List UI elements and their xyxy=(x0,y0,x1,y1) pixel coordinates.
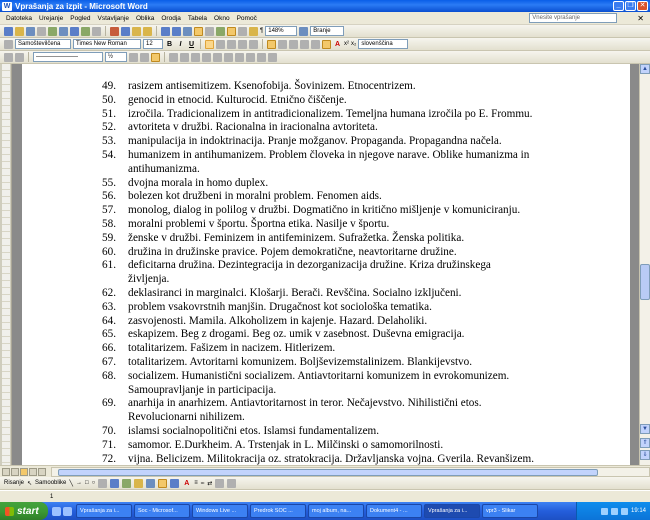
taskbar-button[interactable]: vpr3 - Slikar xyxy=(482,504,538,518)
reading-layout-icon[interactable] xyxy=(38,468,46,476)
taskbar-tasks xyxy=(76,504,576,518)
borders-icon[interactable] xyxy=(311,40,320,49)
list-number: 58. xyxy=(102,217,116,230)
tables-borders-toolbar xyxy=(0,51,650,64)
horizontal-scrollbar[interactable] xyxy=(51,467,650,477)
document-map-icon[interactable] xyxy=(249,27,258,36)
line-color-icon[interactable] xyxy=(170,479,179,488)
line-text[interactable]: deficitarna družina. Dezintegracija in dezorganizacija družine. Kriza družinskega xyxy=(128,259,491,272)
undo-icon[interactable] xyxy=(161,27,170,36)
line-text[interactable]: anarhija in anarhizem. Antiavtoritarnost in teror. Nečajevstvo. Nihilistični etos. xyxy=(128,397,482,410)
line-text[interactable]: vijna. Belicizem. Militokracija oz. stratokracija. Državljanska vojna. Gverila. Revanšizem. xyxy=(128,452,535,465)
list-number: 59. xyxy=(102,231,116,244)
next-page-icon[interactable]: ⇓ xyxy=(640,450,650,460)
menu-item[interactable]: Okno xyxy=(214,14,230,22)
tray-volume-icon[interactable] xyxy=(611,508,618,515)
list-number: 57. xyxy=(102,204,116,217)
toolbar-separator xyxy=(200,39,201,49)
document-line[interactable] xyxy=(102,177,602,191)
scroll-thumb[interactable] xyxy=(640,264,650,300)
taskbar xyxy=(0,502,650,520)
line-style-icon[interactable]: ≡ xyxy=(194,480,198,486)
dash-style-icon[interactable]: ┅ xyxy=(200,480,205,487)
cut-icon[interactable] xyxy=(110,27,119,36)
taskbar-button[interactable]: Windows Live ... xyxy=(192,504,248,518)
taskbar-button[interactable]: moj album, na... xyxy=(308,504,364,518)
previous-page-icon[interactable]: ⇑ xyxy=(640,438,650,448)
bullets-icon[interactable] xyxy=(278,40,287,49)
document-line[interactable] xyxy=(102,246,602,260)
format-painter-icon[interactable] xyxy=(143,27,152,36)
line-icon[interactable]: ╲ xyxy=(69,480,74,487)
arrow-style-icon[interactable]: ⇄ xyxy=(207,480,213,487)
restore-button[interactable]: ❐ xyxy=(625,1,636,11)
new-document-icon[interactable] xyxy=(4,27,13,36)
line-text[interactable]: islamsi socialnopolitični etos. Islamsi fundamentalizem. xyxy=(128,424,380,437)
bold-button[interactable]: B xyxy=(166,40,173,48)
permission-icon[interactable] xyxy=(37,27,46,36)
web-layout-icon[interactable] xyxy=(11,468,19,476)
tray-security-icon[interactable] xyxy=(621,508,628,515)
justify-icon[interactable] xyxy=(238,40,247,49)
language-select[interactable]: slovenščina xyxy=(358,39,408,49)
start-label: start xyxy=(17,505,39,517)
close-document-icon[interactable]: ✕ xyxy=(637,13,644,23)
document-line[interactable] xyxy=(102,108,602,122)
line-text[interactable]: rasizem antisemitizem. Ksenofobija. Šovinizem. Etnocentrizem. xyxy=(128,80,416,92)
line-text[interactable]: samomor. E.Durkheim. A. Trstenjak in L. Milčinski o samomorilnosti. xyxy=(128,438,444,451)
line-text[interactable]: življenja. xyxy=(128,273,170,286)
list-number: 69. xyxy=(102,397,116,410)
document-line[interactable] xyxy=(102,94,602,108)
research-icon[interactable] xyxy=(92,27,101,36)
toolbar-separator xyxy=(262,39,263,49)
copy-icon[interactable] xyxy=(121,27,130,36)
fill-color-icon[interactable] xyxy=(158,479,167,488)
document-text[interactable] xyxy=(102,80,602,465)
redo-icon[interactable] xyxy=(172,27,181,36)
decrease-indent-icon[interactable] xyxy=(289,40,298,49)
taskbar-button[interactable]: Vprašanja za i... xyxy=(424,504,480,518)
line-text[interactable]: dvojna morala in homo duplex. xyxy=(128,176,269,189)
document-line[interactable] xyxy=(102,384,602,398)
title-bar xyxy=(0,0,650,12)
list-number: 70. xyxy=(102,424,116,437)
document-line[interactable] xyxy=(102,163,602,177)
line-text[interactable]: izročila. Tradicionalizem in antitradicionalizem. Temeljna humana izročila po E. Frommu. xyxy=(128,107,533,120)
list-number: 71. xyxy=(102,438,116,451)
line-text[interactable]: moralni problemi v športu. Športna etika. Nasilje v športu. xyxy=(128,217,390,230)
line-text[interactable]: totalitarizem. Fašizem in nacizem. Hitlerizem. xyxy=(128,342,336,355)
tray-network-icon[interactable] xyxy=(601,508,608,515)
document-line[interactable] xyxy=(102,135,602,149)
menu-item[interactable]: Pomoč xyxy=(236,14,257,22)
taskbar-button[interactable]: Dokument4 - ... xyxy=(366,504,422,518)
diagram-icon[interactable] xyxy=(122,479,131,488)
draw-menu-button[interactable]: Risanje xyxy=(4,480,25,486)
autoshapes-button[interactable]: Samooblike xyxy=(35,480,67,486)
document-line[interactable] xyxy=(102,80,602,94)
document-page[interactable] xyxy=(22,64,630,465)
insert-table-icon[interactable] xyxy=(169,53,178,62)
menu-item[interactable]: Pogled xyxy=(70,14,91,22)
line-text[interactable]: ženske v družbi. Feminizem in antifeminizem. Sufražetka. Ženska politika. xyxy=(128,231,465,244)
list-number: 56. xyxy=(102,190,116,203)
font-select[interactable]: Times New Roman xyxy=(73,39,141,49)
document-line[interactable] xyxy=(102,453,602,465)
style-select[interactable]: Samoštevilčena xyxy=(15,39,71,49)
line-spacing-icon[interactable] xyxy=(249,40,258,49)
align-right-icon[interactable] xyxy=(227,40,236,49)
view-bar xyxy=(0,465,650,477)
print-icon[interactable] xyxy=(59,27,68,36)
line-text[interactable]: zasvojenosti. Mamila. Alkoholizem in kajenje. Hazard. Delaholiki. xyxy=(128,314,428,327)
document-line[interactable] xyxy=(102,397,602,411)
window-title: Vprašanja za izpit - Microsoft Word xyxy=(15,1,148,11)
spelling-icon[interactable] xyxy=(81,27,90,36)
scroll-up-icon[interactable]: ▲ xyxy=(640,64,650,74)
styles-pane-icon[interactable] xyxy=(4,40,13,49)
read-button[interactable]: Branje xyxy=(310,26,344,36)
list-number: 62. xyxy=(102,286,116,299)
line-style-select[interactable]: ——————— xyxy=(33,52,103,62)
toolbar-separator xyxy=(105,26,106,36)
underline-button[interactable]: U xyxy=(188,40,195,48)
line-text[interactable]: problem vsakovrstnih manjšin. Drugačnost kot sociološka tematika. xyxy=(128,300,432,313)
document-line[interactable] xyxy=(102,425,602,439)
document-line[interactable] xyxy=(102,301,602,315)
window-controls xyxy=(613,1,648,11)
font-color-draw-icon[interactable]: A xyxy=(184,479,190,487)
document-line[interactable] xyxy=(102,411,602,425)
save-icon[interactable] xyxy=(26,27,35,36)
word-app-icon[interactable]: W xyxy=(3,2,11,10)
wordart-icon[interactable] xyxy=(110,479,119,488)
document-line[interactable] xyxy=(102,356,602,370)
outline-view-icon[interactable] xyxy=(29,468,37,476)
subscript-icon[interactable]: x₂ xyxy=(351,41,357,47)
drawing-icon[interactable] xyxy=(238,27,247,36)
text-box-icon[interactable] xyxy=(98,479,107,488)
print-preview-icon[interactable] xyxy=(70,27,79,36)
rectangle-icon[interactable]: □ xyxy=(85,480,89,486)
document-line[interactable] xyxy=(102,370,602,384)
toolbar-separator xyxy=(28,52,29,62)
document-line[interactable] xyxy=(102,121,602,135)
cell-alignment-icon[interactable] xyxy=(202,53,211,62)
horizontal-scroll-thumb[interactable] xyxy=(58,469,598,476)
list-number: 52. xyxy=(102,121,116,134)
document-area xyxy=(12,64,639,465)
autoformat-icon[interactable] xyxy=(235,53,244,62)
line-weight-select[interactable]: ½ xyxy=(105,52,127,62)
line-text[interactable]: antihumanizma. xyxy=(128,162,200,175)
document-line[interactable] xyxy=(102,342,602,356)
toolbar-separator xyxy=(156,26,157,36)
insert-table-icon[interactable] xyxy=(205,27,214,36)
sort-descending-icon[interactable] xyxy=(257,53,266,62)
arrow-icon[interactable]: → xyxy=(76,480,83,486)
document-line[interactable] xyxy=(102,232,602,246)
line-text[interactable]: humanizem in antihumanizem. Problem človeka in njegove narave. Oblike humanizma in xyxy=(128,148,530,161)
clip-art-icon[interactable] xyxy=(134,479,143,488)
document-line[interactable] xyxy=(102,259,602,273)
taskbar-button[interactable]: Predrok SOC ... xyxy=(250,504,306,518)
formatting-toolbar xyxy=(0,38,650,51)
align-left-icon[interactable] xyxy=(205,40,214,49)
quick-launch xyxy=(52,507,72,516)
list-number: 54. xyxy=(102,148,116,161)
menu-bar xyxy=(0,12,650,25)
standard-toolbar xyxy=(0,25,650,38)
list-number: 61. xyxy=(102,259,116,272)
help-search-input[interactable]: Vnesite vprašanje xyxy=(529,13,617,23)
line-text[interactable]: socializem. Humanistični socializem. Antiavtoritarni komunizem in evrokomunizem. xyxy=(128,369,510,382)
font-color-icon[interactable]: A xyxy=(334,40,341,48)
list-number: 55. xyxy=(102,176,116,189)
document-line[interactable] xyxy=(102,315,602,329)
insert-excel-icon[interactable] xyxy=(216,27,225,36)
document-line[interactable] xyxy=(102,273,602,287)
list-number: 63. xyxy=(102,300,116,313)
font-size-select[interactable]: 12 xyxy=(143,39,163,49)
status-page: 1 xyxy=(50,493,54,500)
normal-view-icon[interactable] xyxy=(2,468,10,476)
zoom-select[interactable]: 148% xyxy=(265,26,297,36)
taskbar-button[interactable]: Soc - Microsof... xyxy=(134,504,190,518)
minimize-button[interactable]: _ xyxy=(613,1,624,11)
scroll-down-icon[interactable]: ▼ xyxy=(640,424,650,434)
insert-picture-icon[interactable] xyxy=(146,479,155,488)
document-line[interactable] xyxy=(102,439,602,453)
document-line[interactable] xyxy=(102,218,602,232)
merge-cells-icon[interactable] xyxy=(180,53,189,62)
start-button[interactable] xyxy=(0,502,48,520)
select-objects-icon[interactable]: ↖ xyxy=(27,480,33,487)
list-number: 72. xyxy=(102,452,116,465)
taskbar-button[interactable]: Vprašanja za i... xyxy=(76,504,132,518)
vertical-ruler xyxy=(0,64,12,465)
browser-icon[interactable] xyxy=(63,507,72,516)
highlight-icon[interactable] xyxy=(322,40,331,49)
list-number: 49. xyxy=(102,80,116,92)
draw-table-icon[interactable] xyxy=(4,53,13,62)
close-button[interactable]: ✕ xyxy=(637,1,648,11)
document-line[interactable] xyxy=(102,149,602,163)
list-number: 50. xyxy=(102,93,116,106)
line-text[interactable]: Revolucionarni nihilizem. xyxy=(128,411,245,424)
line-text[interactable]: genocid in etnocid. Kulturocid. Etnično čiščenje. xyxy=(128,93,347,106)
hyperlink-icon[interactable] xyxy=(183,27,192,36)
line-text[interactable]: deklasiranci in marginalci. Klošarji. Berači. Revščina. Socialno izključeni. xyxy=(128,286,462,299)
list-number: 66. xyxy=(102,342,116,355)
align-center-icon[interactable] xyxy=(216,40,225,49)
menu-item[interactable]: Urejanje xyxy=(39,14,64,22)
document-line[interactable] xyxy=(102,287,602,301)
eraser-icon[interactable] xyxy=(15,53,24,62)
menu-item[interactable]: Tabela xyxy=(187,14,208,22)
sort-ascending-icon[interactable] xyxy=(246,53,255,62)
line-text[interactable]: monolog, dialog in polilog v družbi. Dogmatično in kritično mišljenje v komuniciranju. xyxy=(128,204,521,217)
list-number: 67. xyxy=(102,355,116,368)
windows-logo-icon xyxy=(5,507,14,516)
line-text[interactable]: avtoriteta v družbi. Racionalna in iracionalna avtoriteta. xyxy=(128,121,378,134)
distribute-columns-icon[interactable] xyxy=(224,53,233,62)
document-line[interactable] xyxy=(102,190,602,204)
columns-icon[interactable] xyxy=(227,27,236,36)
drawing-toolbar xyxy=(0,477,650,490)
line-text[interactable]: bolezen kot družbeni in moralni problem. Fenomen aids. xyxy=(128,190,382,203)
line-text[interactable]: eskapizem. Beg z drogami. Beg oz. umik v zasebnost. Duševna emigracija. xyxy=(128,328,465,341)
superscript-icon[interactable]: x² xyxy=(344,41,349,47)
split-cells-icon[interactable] xyxy=(191,53,200,62)
outside-border-icon[interactable] xyxy=(140,53,149,62)
show-hide-icon[interactable]: ¶ xyxy=(260,28,264,34)
clock: 19:14 xyxy=(630,508,646,514)
system-tray xyxy=(576,502,650,520)
line-text[interactable]: totalitarizem. Avtoritarni komunizem. Boljševizemstalinizem. Blankijevstvo. xyxy=(128,355,473,368)
numbering-icon[interactable] xyxy=(267,40,276,49)
show-desktop-icon[interactable] xyxy=(52,507,61,516)
list-number: 53. xyxy=(102,135,116,148)
document-line[interactable] xyxy=(102,328,602,342)
line-text[interactable]: družina in družinske pravice. Pojem demokratične, neavtoritarne družine. xyxy=(128,245,457,258)
menu-item[interactable]: Oblika xyxy=(135,14,155,22)
status-bar xyxy=(0,490,650,502)
menu-item[interactable]: Vstavljanje xyxy=(97,14,129,22)
list-number: 60. xyxy=(102,245,116,258)
line-text[interactable]: Samoupravljanje in participacija. xyxy=(128,383,277,396)
toolbar-separator xyxy=(164,52,165,62)
vertical-scrollbar[interactable] xyxy=(639,64,650,465)
tables-borders-icon[interactable] xyxy=(194,27,203,36)
menu-item[interactable]: Datoteka xyxy=(6,14,33,22)
distribute-rows-icon[interactable] xyxy=(213,53,222,62)
paste-icon[interactable] xyxy=(132,27,141,36)
list-number: 64. xyxy=(102,314,116,327)
increase-indent-icon[interactable] xyxy=(300,40,309,49)
oval-icon[interactable]: ○ xyxy=(91,480,96,486)
email-icon[interactable] xyxy=(48,27,57,36)
print-layout-icon[interactable] xyxy=(20,468,28,476)
menu-item[interactable]: Orodja xyxy=(161,14,181,22)
list-number: 68. xyxy=(102,369,116,382)
border-color-icon[interactable] xyxy=(129,53,138,62)
help-icon[interactable] xyxy=(299,27,308,36)
open-folder-icon[interactable] xyxy=(15,27,24,36)
list-number: 51. xyxy=(102,107,116,120)
autosum-icon[interactable] xyxy=(268,53,277,62)
list-number: 65. xyxy=(102,328,116,341)
italic-button[interactable]: I xyxy=(179,40,182,48)
document-line[interactable] xyxy=(102,204,602,218)
shadow-style-icon[interactable] xyxy=(215,479,224,488)
line-text[interactable]: manipulacija in indoktrinacija. Pranje možganov. Propaganda. Propagandna načela. xyxy=(128,135,502,148)
3d-style-icon[interactable] xyxy=(227,479,236,488)
shading-color-icon[interactable] xyxy=(151,53,160,62)
